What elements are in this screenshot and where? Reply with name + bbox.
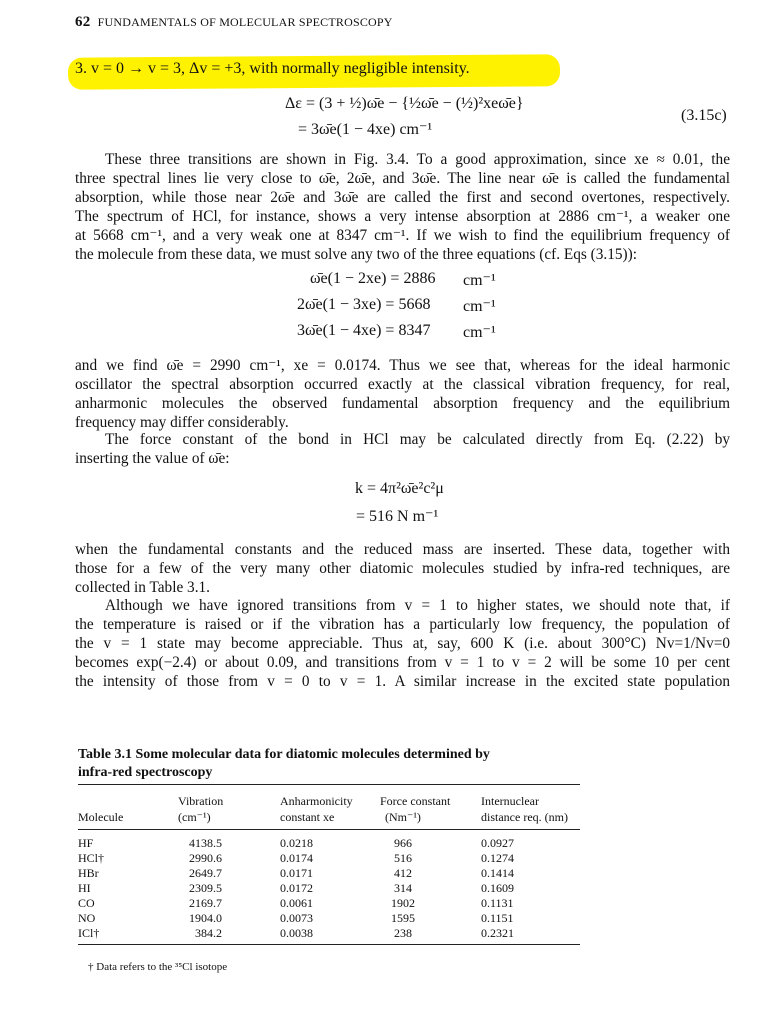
cell-force: 238 bbox=[394, 926, 412, 940]
cell-vibration: 4138.5 bbox=[189, 836, 222, 850]
text-line: The force constant of the bond in HCl may be calculated directly from Eq. (2.22) by bbox=[105, 431, 730, 448]
cell-molecule: HF bbox=[78, 836, 94, 850]
header-anharm-line2: constant xe bbox=[280, 810, 335, 824]
text-line: frequency may differ considerably. bbox=[75, 414, 289, 431]
text-line: at 5668 cm⁻¹, and a very weak one at 8347 cm⁻¹. If we wish to find the equilibrium frequency of bbox=[75, 227, 730, 244]
cell-vibration: 2309.5 bbox=[189, 881, 222, 895]
header-anharmonicity bbox=[280, 793, 353, 825]
header-molecule: Molecule bbox=[78, 810, 124, 824]
cell-molecule: HBr bbox=[78, 866, 99, 880]
equation-lhs: 2ω̄e(1 − 3xe) = 5668 bbox=[297, 296, 431, 313]
table-row bbox=[78, 896, 580, 911]
table-header-rule bbox=[78, 829, 580, 830]
text-line: those for a few of the very many other diatomic molecules studied by infra-red techniques, are bbox=[75, 560, 730, 577]
text-line: three spectral lines lie very close to ω̄e, 2ω̄e, and 3ω̄e. The line near ω̄e is called the fundamental bbox=[75, 170, 730, 187]
header-vibration-line1: Vibration bbox=[178, 794, 224, 808]
cell-vibration: 2169.7 bbox=[189, 896, 222, 910]
paragraph-population bbox=[75, 596, 730, 691]
equation-hcl-2 bbox=[297, 296, 500, 314]
equation-unit: cm⁻¹ bbox=[463, 298, 496, 315]
cell-anharm: 0.0171 bbox=[280, 866, 313, 880]
equation-hcl-3 bbox=[297, 322, 500, 340]
text-line: absorption, while those near 2ω̄e and 3ω̄e are called the first and second overtones, respectively. bbox=[75, 189, 730, 206]
table-footnote: † Data refers to the ³⁵Cl isotope bbox=[88, 961, 228, 973]
cell-force: 314 bbox=[394, 881, 412, 895]
text-line: These three transitions are shown in Fig. 3.4. To a good approximation, since xe ≈ 0.01, the bbox=[105, 151, 730, 168]
text-line: the intensity of those from v = 0 to v = 1. A similar increase in the excited state population bbox=[75, 673, 730, 690]
text-line: anharmonic molecules the observed fundamental absorption frequency and the equilibrium bbox=[75, 395, 730, 412]
cell-molecule: CO bbox=[78, 896, 95, 910]
cell-vibration: 1904.0 bbox=[189, 911, 222, 925]
cell-force: 516 bbox=[394, 851, 412, 865]
cell-molecule: NO bbox=[78, 911, 96, 925]
cell-distance: 0.1414 bbox=[481, 866, 514, 880]
header-internuclear bbox=[481, 793, 568, 825]
table-caption bbox=[78, 746, 490, 782]
running-title: FUNDAMENTALS OF MOLECULAR SPECTROSCOPY bbox=[97, 15, 393, 29]
header-vibration-line2: (cm⁻¹) bbox=[178, 810, 211, 824]
table-caption-line2: infra-red spectroscopy bbox=[78, 765, 213, 780]
cell-distance: 0.1609 bbox=[481, 881, 514, 895]
text-line: The spectrum of HCl, for instance, shows a very intense absorption at 2886 cm⁻¹, a weaker one bbox=[75, 208, 730, 225]
table-caption-line1: Table 3.1 Some molecular data for diatomic molecules determined by bbox=[78, 747, 490, 762]
cell-molecule: HCl† bbox=[78, 851, 105, 865]
header-anharm-line1: Anharmonicity bbox=[280, 794, 353, 808]
cell-anharm: 0.0038 bbox=[280, 926, 313, 940]
equation-number: (3.15c) bbox=[681, 107, 727, 124]
cell-distance: 0.0927 bbox=[481, 836, 514, 850]
paragraph-results bbox=[75, 356, 730, 432]
page-number: 62 bbox=[75, 14, 91, 30]
header-intern-line1: Internuclear bbox=[481, 794, 539, 808]
table-row bbox=[78, 836, 580, 851]
table-row bbox=[78, 881, 580, 896]
header-force-constant bbox=[380, 793, 450, 825]
cell-vibration: 2649.7 bbox=[189, 866, 222, 880]
text-line: the v = 1 state may become appreciable. Thus at, say, 600 K (i.e. about 300°C) Nv=1/Nv=0 bbox=[75, 635, 730, 652]
header-force-line2: (Nm⁻¹) bbox=[385, 810, 421, 824]
cell-distance: 0.1131 bbox=[481, 896, 514, 910]
equation-unit: cm⁻¹ bbox=[463, 324, 496, 341]
cell-distance: 0.2321 bbox=[481, 926, 514, 940]
paragraph-transitions bbox=[75, 150, 730, 264]
header-vibration bbox=[178, 793, 223, 825]
cell-anharm: 0.0061 bbox=[280, 896, 313, 910]
cell-force: 412 bbox=[394, 866, 412, 880]
text-line: oscillator the spectral absorption occurred exactly at the classical vibration frequency, for real, bbox=[75, 376, 730, 393]
table-body bbox=[78, 836, 580, 941]
page-header bbox=[75, 14, 393, 31]
header-intern-line2: distance req. (nm) bbox=[481, 810, 568, 824]
cell-molecule: HI bbox=[78, 881, 91, 895]
cell-anharm: 0.0172 bbox=[280, 881, 313, 895]
header-force-line1: Force constant bbox=[380, 794, 451, 808]
table-bottom-rule bbox=[78, 944, 580, 945]
cell-distance: 0.1274 bbox=[481, 851, 514, 865]
paragraph-force-constant bbox=[75, 430, 730, 468]
text-line: and we find ω̄e = 2990 cm⁻¹, xe = 0.0174. Thus we see that, whereas for the ideal harmonic bbox=[75, 357, 730, 374]
cell-anharm: 0.0073 bbox=[280, 911, 313, 925]
table-row bbox=[78, 911, 580, 926]
equation-lhs: ω̄e(1 − 2xe) = 2886 bbox=[310, 270, 436, 287]
list-item-3: 3. v = 0 → v = 3, Δv = +3, with normally negligible intensity. bbox=[75, 60, 470, 77]
cell-vibration: 2990.6 bbox=[189, 851, 222, 865]
text-line: the temperature is raised or if the vibration has a particularly low frequency, the population of bbox=[75, 616, 730, 633]
table-row bbox=[78, 926, 580, 941]
cell-force: 966 bbox=[394, 836, 412, 850]
cell-anharm: 0.0218 bbox=[280, 836, 313, 850]
cell-anharm: 0.0174 bbox=[280, 851, 313, 865]
equation-lhs: 3ω̄e(1 − 4xe) = 8347 bbox=[297, 322, 431, 339]
equation-315c-line1: Δε = (3 + ½)ω̄e − {½ω̄e − (½)²xeω̄e} bbox=[285, 95, 524, 112]
text-line: inserting the value of ω̄e: bbox=[75, 450, 230, 467]
equation-315c-line2: = 3ω̄e(1 − 4xe) cm⁻¹ bbox=[298, 121, 433, 138]
equation-hcl-1 bbox=[310, 270, 500, 288]
equation-k-line1: k = 4π²ω̄e²c²μ bbox=[355, 480, 444, 497]
cell-force: 1595 bbox=[391, 911, 415, 925]
paragraph-table-intro bbox=[75, 540, 730, 597]
text-line: when the fundamental constants and the reduced mass are inserted. These data, together with bbox=[75, 541, 730, 558]
table-row bbox=[78, 866, 580, 881]
text-line: collected in Table 3.1. bbox=[75, 579, 210, 596]
cell-molecule: ICl† bbox=[78, 926, 100, 940]
table-row bbox=[78, 851, 580, 866]
cell-vibration: 384.2 bbox=[195, 926, 222, 940]
table-top-rule bbox=[78, 784, 580, 785]
equation-unit: cm⁻¹ bbox=[463, 272, 496, 289]
equation-k-line2: = 516 N m⁻¹ bbox=[356, 508, 439, 525]
text-line: becomes exp(−2.4) or about 0.09, and transitions from v = 1 to v = 2 will be some 10 per cent bbox=[75, 654, 730, 671]
cell-force: 1902 bbox=[391, 896, 415, 910]
text-line: the molecule from these data, we must solve any two of the three equations (cf. Eqs (3.15)): bbox=[75, 246, 637, 263]
text-line: Although we have ignored transitions from v = 1 to higher states, we should note that, if bbox=[105, 597, 730, 614]
cell-distance: 0.1151 bbox=[481, 911, 514, 925]
